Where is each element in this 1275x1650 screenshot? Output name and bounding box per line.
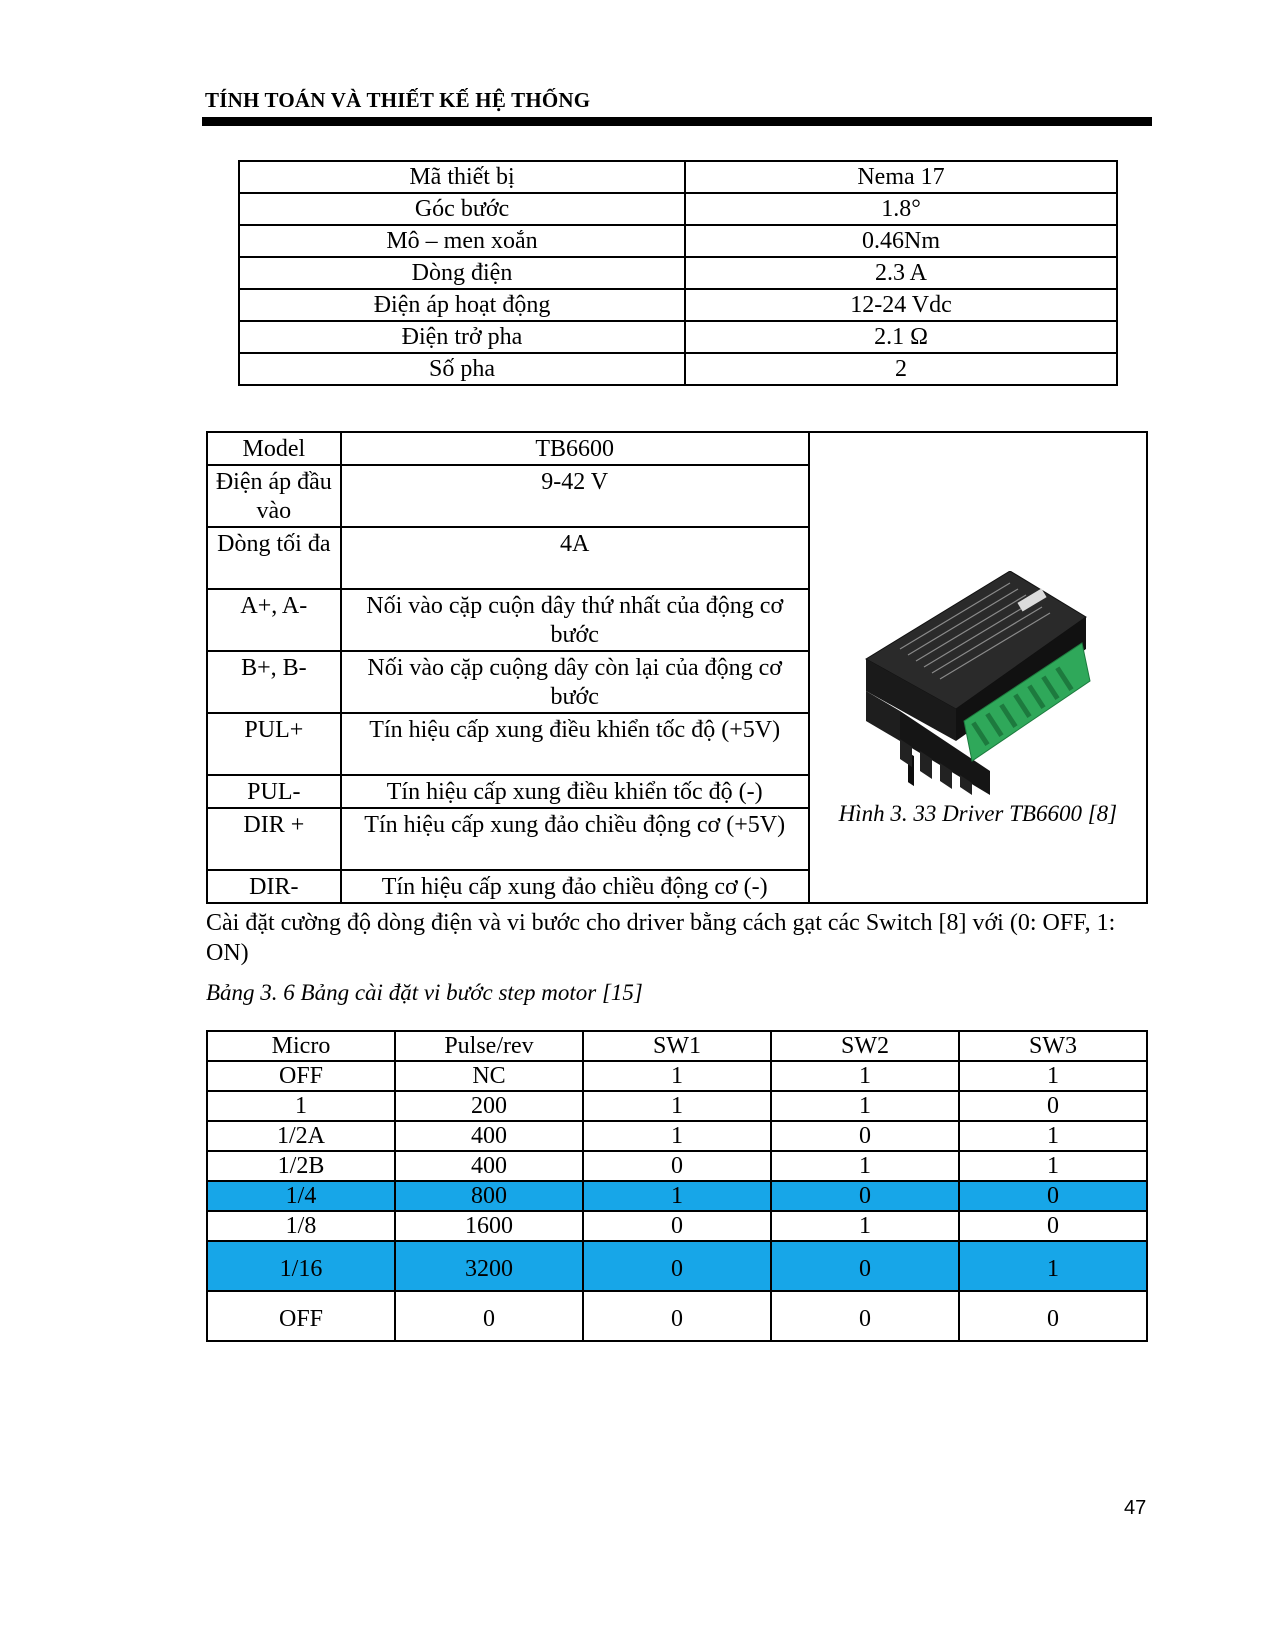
table-cell: 1/4: [207, 1181, 395, 1211]
driver-value: 9-42 V: [341, 465, 809, 527]
table-cell: 1: [583, 1121, 771, 1151]
table-cell: 0: [583, 1211, 771, 1241]
driver-label: Điện áp đầu vào: [207, 465, 341, 527]
table-cell: 200: [395, 1091, 583, 1121]
table-cell: 1: [583, 1181, 771, 1211]
table-cell: 0: [583, 1291, 771, 1341]
spec-value: 2: [685, 353, 1117, 385]
table-row: [207, 1121, 1147, 1151]
driver-label: A+, A-: [207, 589, 341, 651]
spec-label: Điện trở pha: [239, 321, 685, 353]
table-cell: 400: [395, 1151, 583, 1181]
table-cell: 0: [959, 1091, 1147, 1121]
driver-value: Nối vào cặp cuộng dây còn lại của động cơ bước: [341, 651, 809, 713]
table-cell: 1: [959, 1061, 1147, 1091]
driver-label: Model: [207, 432, 341, 465]
spec-label: Số pha: [239, 353, 685, 385]
table-cell: OFF: [207, 1291, 395, 1341]
table-row: [207, 1291, 1147, 1341]
driver-label: DIR-: [207, 870, 341, 903]
page-number: 47: [1124, 1497, 1147, 1519]
driver-label: PUL+: [207, 713, 341, 775]
spec-label: Mã thiết bị: [239, 161, 685, 193]
page-header-title: TÍNH TOÁN VÀ THIẾT KẾ HỆ THỐNG: [205, 88, 591, 112]
table-row: [239, 257, 1117, 289]
driver-value: TB6600: [341, 432, 809, 465]
table-cell: 1600: [395, 1211, 583, 1241]
table-row-highlighted: [207, 1241, 1147, 1291]
table-header-row: [207, 1031, 1147, 1061]
spec-label: Điện áp hoạt động: [239, 289, 685, 321]
table-row: [207, 1091, 1147, 1121]
table-row: [239, 353, 1117, 385]
table-cell: 400: [395, 1121, 583, 1151]
spec-label: Mô – men xoắn: [239, 225, 685, 257]
spec-value: Nema 17: [685, 161, 1117, 193]
table-row: [207, 1151, 1147, 1181]
driver-value: Tín hiệu cấp xung đảo chiều động cơ (+5V): [341, 808, 809, 870]
table-row: [239, 161, 1117, 193]
driver-value: 4A: [341, 527, 809, 589]
spec-label: Góc bước: [239, 193, 685, 225]
spec-value: 1.8°: [685, 193, 1117, 225]
table-cell: 1: [771, 1061, 959, 1091]
table-cell: 1: [583, 1091, 771, 1121]
figure-caption: Hình 3. 33 Driver TB6600 [8]: [838, 801, 1118, 826]
header-rule: [202, 117, 1152, 126]
motor-spec-table: [238, 160, 1118, 386]
table-cell: 1: [959, 1151, 1147, 1181]
column-header: Pulse/rev: [395, 1031, 583, 1061]
driver-label: PUL-: [207, 775, 341, 808]
table-row: [207, 1211, 1147, 1241]
table-cell: 1/2A: [207, 1121, 395, 1151]
table-cell: 1: [771, 1151, 959, 1181]
column-header: SW2: [771, 1031, 959, 1061]
table-cell: 0: [771, 1241, 959, 1291]
table-cell: NC: [395, 1061, 583, 1091]
table-cell: 1/2B: [207, 1151, 395, 1181]
table-row: [207, 432, 1147, 465]
table-cell: 1: [959, 1241, 1147, 1291]
table-cell: 1: [959, 1121, 1147, 1151]
table-cell: 1: [207, 1091, 395, 1121]
driver-value: Nối vào cặp cuộn dây thứ nhất của động cơ bước: [341, 589, 809, 651]
switch-instruction-paragraph: Cài đặt cường độ dòng điện và vi bước cho driver bằng cách gạt các Switch [8] với (0: OFF, 1: ON): [206, 910, 1116, 966]
table-cell: 1/16: [207, 1241, 395, 1291]
table-cell: 1/8: [207, 1211, 395, 1241]
spec-value: 12-24 Vdc: [685, 289, 1117, 321]
driver-value: Tín hiệu cấp xung đảo chiều động cơ (-): [341, 870, 809, 903]
table-cell: 0: [583, 1151, 771, 1181]
driver-label: Dòng tối đa: [207, 527, 341, 589]
table-cell: 0: [583, 1241, 771, 1291]
table-cell: 0: [771, 1291, 959, 1341]
table-cell: 0: [771, 1181, 959, 1211]
stepper-driver-image: [860, 571, 1092, 796]
table-cell: 1: [771, 1091, 959, 1121]
table-row: [239, 225, 1117, 257]
table-row: [207, 1061, 1147, 1091]
table-cell: 3200: [395, 1241, 583, 1291]
driver-value: Tín hiệu cấp xung điều khiển tốc độ (-): [341, 775, 809, 808]
spec-value: 0.46Nm: [685, 225, 1117, 257]
driver-spec-table: [206, 431, 1148, 904]
driver-figure-cell: [809, 432, 1147, 903]
table-row: [239, 289, 1117, 321]
table-row: [239, 321, 1117, 353]
table-row-highlighted: [207, 1181, 1147, 1211]
table-row: [239, 193, 1117, 225]
spec-value: 2.3 A: [685, 257, 1117, 289]
table-cell: 1: [583, 1061, 771, 1091]
table-cell: 0: [959, 1181, 1147, 1211]
table-cell: 0: [959, 1211, 1147, 1241]
table-cell: 0: [959, 1291, 1147, 1341]
table-cell: OFF: [207, 1061, 395, 1091]
driver-label: DIR +: [207, 808, 341, 870]
column-header: Micro: [207, 1031, 395, 1061]
table-cell: 0: [395, 1291, 583, 1341]
column-header: SW3: [959, 1031, 1147, 1061]
microstep-table: [206, 1030, 1148, 1342]
column-header: SW1: [583, 1031, 771, 1061]
driver-value: Tín hiệu cấp xung điều khiển tốc độ (+5V): [341, 713, 809, 775]
driver-label: B+, B-: [207, 651, 341, 713]
table-cell: 0: [771, 1121, 959, 1151]
spec-label: Dòng điện: [239, 257, 685, 289]
table-caption: Bảng 3. 6 Bảng cài đặt vi bước step motor [15]: [206, 980, 643, 1005]
table-cell: 800: [395, 1181, 583, 1211]
spec-value: 2.1 Ω: [685, 321, 1117, 353]
table-cell: 1: [771, 1211, 959, 1241]
